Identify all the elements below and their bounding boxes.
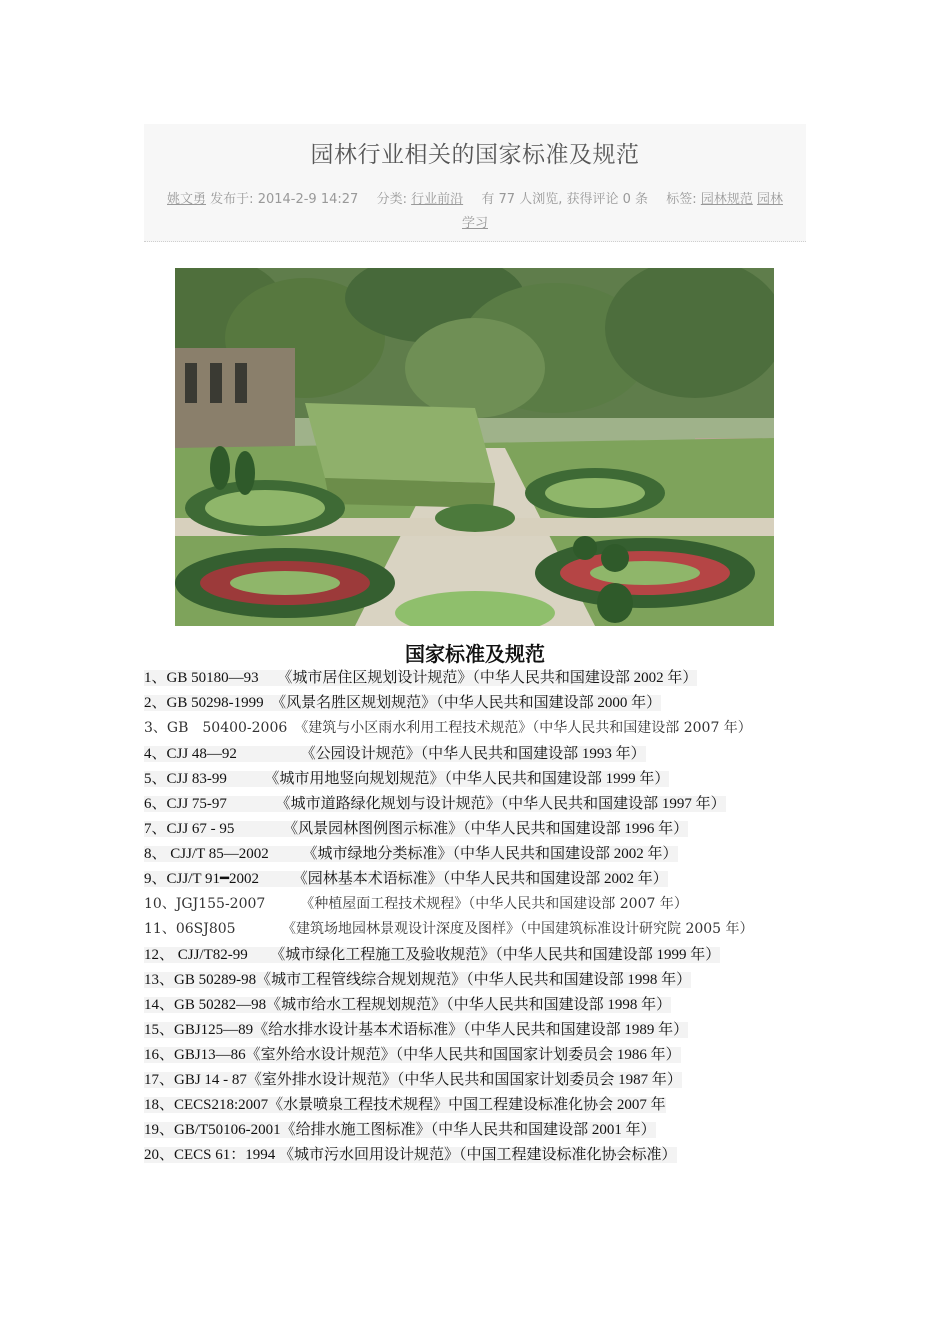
article-meta xyxy=(144,188,806,236)
views-text: 有 77 人浏览, 获得评论 0 条 xyxy=(481,192,649,207)
category-link[interactable]: 行业前沿 xyxy=(411,192,464,207)
tags-label: 标签: xyxy=(666,192,697,207)
tag-link[interactable]: 园林规范 xyxy=(700,192,753,207)
list-item: 3、GB 50400-2006 《建筑与小区雨水利用工程技术规范》（中华人民共和国建设部 2007 年） xyxy=(144,720,752,736)
tag-link[interactable]: 学习 xyxy=(461,216,488,231)
list-item: 14、GB 50282—98《城市给水工程规划规范》（中华人民共和国建设部 1998 年） xyxy=(144,997,672,1013)
list-item: 10、JGJ155-2007 《种植屋面工程技术规程》（中华人民共和国建设部 2007 年） xyxy=(144,896,688,912)
section-heading: 国家标准及规范 xyxy=(405,642,545,666)
article-header xyxy=(144,124,806,242)
list-item: 13、GB 50289-98《城市工程管线综合规划规范》（中华人民共和国建设部 1998 年） xyxy=(144,972,692,988)
posted-label: 发布于: xyxy=(210,192,254,207)
posted-time: 2014-2-9 14:27 xyxy=(257,192,359,207)
list-item: 4、CJJ 48—92 《公园设计规范》（中华人民共和国建设部 1993 年） xyxy=(144,746,646,762)
tag-link[interactable]: 园林 xyxy=(756,192,783,207)
list-item: 11、06SJ805 《建筑场地园林景观设计深度及图样》（中国建筑标准设计研究院 2005 年） xyxy=(144,921,754,937)
list-item: 7、CJJ 67 - 95 《风景园林图例图示标准》（中华人民共和国建设部 1996 年） xyxy=(144,821,689,837)
list-item: 6、CJJ 75-97 《城市道路绿化规划与设计规范》（中华人民共和国建设部 1997 年） xyxy=(144,796,726,812)
author-link[interactable]: 姚文勇 xyxy=(167,192,207,207)
list-item: 20、CECS 61：1994 《城市污水回用设计规范》（中国工程建设标准化协会标准） xyxy=(144,1147,677,1163)
list-item: 9、CJJ/T 91━2002 《园林基本术语标准》（中华人民共和国建设部 2002 年） xyxy=(144,871,668,887)
list-item: 8、 CJJ/T 85—2002 《城市绿地分类标准》（中华人民共和国建设部 2002 年） xyxy=(144,846,678,862)
list-item: 1、GB 50180—93 《城市居住区规划设计规范》（中华人民共和国建设部 2002 年） xyxy=(144,670,698,686)
category-label: 分类: xyxy=(376,192,407,207)
list-item: 17、GBJ 14 - 87《室外排水设计规范》（中华人民共和国国家计划委员会 1987 年） xyxy=(144,1072,682,1088)
list-item: 5、CJJ 83-99 《城市用地竖向规划规范》（中华人民共和国建设部 1999 年） xyxy=(144,771,670,787)
article-title: 园林行业相关的国家标准及规范 xyxy=(310,142,640,168)
list-item: 2、GB 50298-1999 《风景名胜区规划规范》（中华人民共和国建设部 2000 年） xyxy=(144,695,662,711)
list-item: 16、GBJ13—86《室外给水设计规范》（中华人民共和国国家计划委员会 1986 年） xyxy=(144,1047,681,1063)
list-item: 19、GB/T50106-2001《给排水施工图标准》（中华人民共和国建设部 2001 年） xyxy=(144,1122,656,1138)
list-item: 15、GBJ125—89《给水排水设计基本术语标准》（中华人民共和国建设部 1989 年） xyxy=(144,1022,689,1038)
formal-garden-photo xyxy=(175,268,774,626)
list-item: 12、 CJJ/T82-99 《城市绿化工程施工及验收规范》（中华人民共和国建设部 1999 年） xyxy=(144,947,721,963)
standards-list xyxy=(144,666,808,1168)
list-item: 18、CECS218:2007《水景喷泉工程技术规程》中国工程建设标准化协会 2007 年 xyxy=(144,1097,666,1113)
